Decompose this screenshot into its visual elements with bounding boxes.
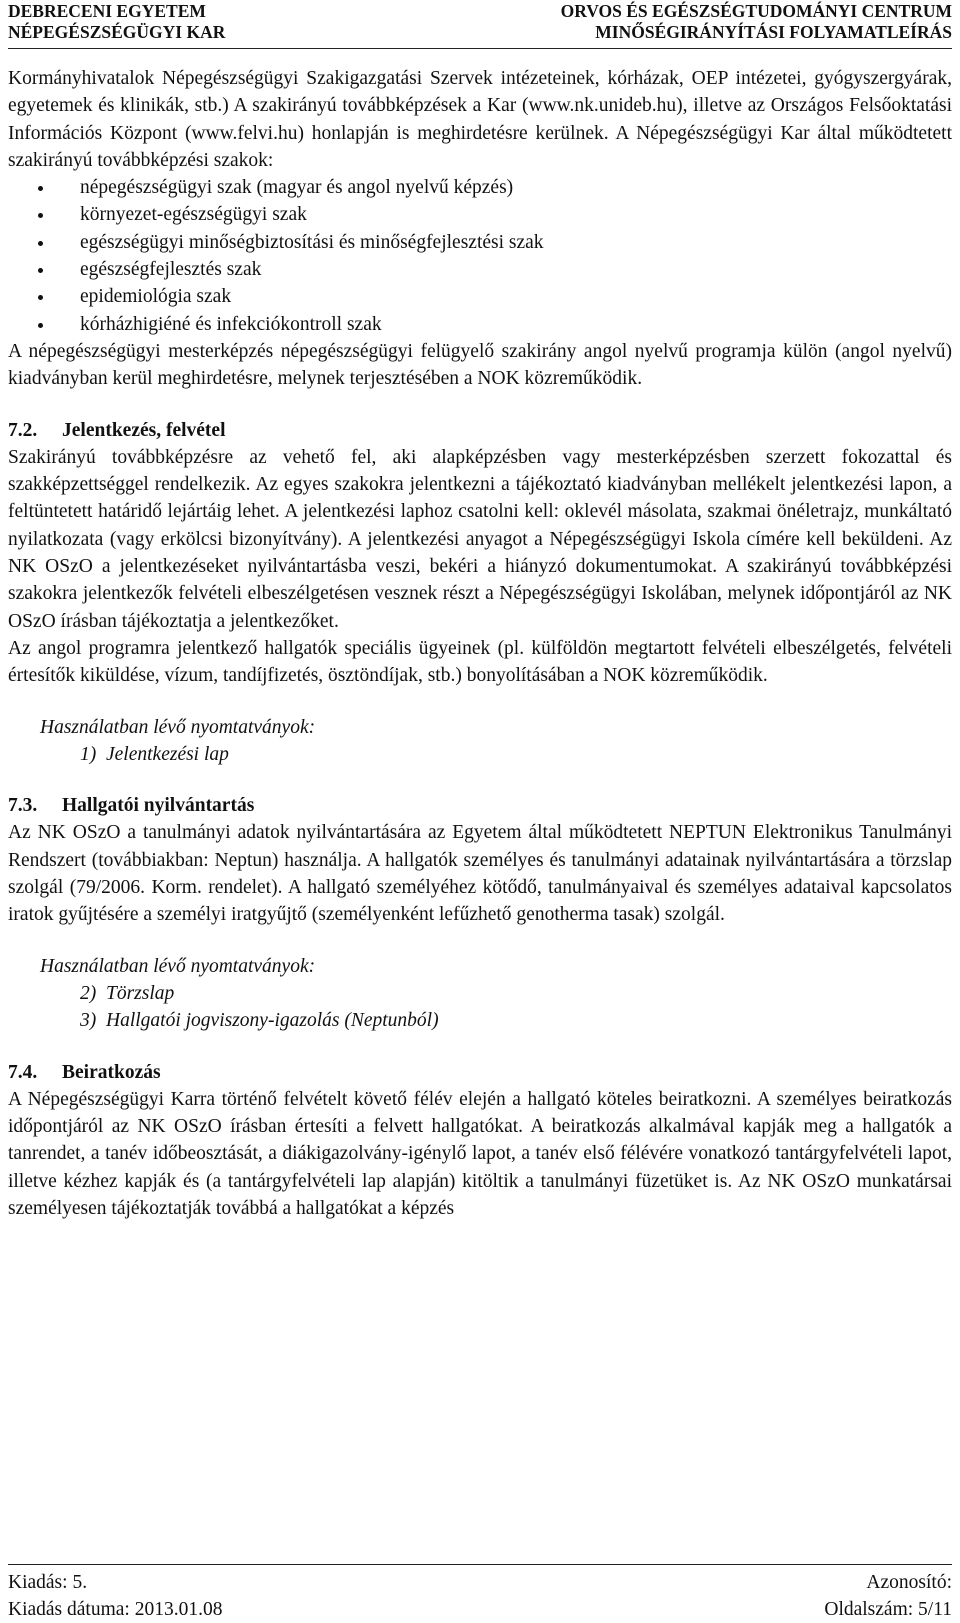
program-item: népegészségügyi szak (magyar és angol nyelvű képzés) bbox=[80, 174, 952, 201]
program-item: kórházhigiéné és infekciókontroll szak bbox=[80, 311, 952, 338]
section-heading-7-4 bbox=[8, 1059, 952, 1086]
section-number: 7.4. bbox=[8, 1061, 38, 1083]
program-list bbox=[8, 174, 952, 338]
header-left bbox=[8, 1, 225, 43]
records-paragraph: Az NK OSzO a tanulmányi adatok nyilvántartására az Egyetem által működtetett NEPTUN Elektronikus Tanulmányi Rendszert (továbbiakban: Neptun) használja. A hallgatók személyes és tanulmányi adatainak nyilvántartására a törzslap szolgál (79/2006. Korm. rendelet). A hallgató személyéhez kötődő, tanulmányaival és személyes adataival kapcsolatos iratok gyűjtésére a személyi iratgyűjtő (személyenként lefűzhető genotherma tasak) szolgál. bbox=[8, 822, 952, 926]
section-title: Hallgatói nyilvántartás bbox=[62, 795, 255, 817]
section-heading-7-2 bbox=[8, 417, 952, 444]
footer-left bbox=[8, 1569, 222, 1623]
section-number: 7.3. bbox=[8, 795, 38, 817]
section-title: Beiratkozás bbox=[62, 1061, 161, 1083]
program-item: egészségfejlesztés szak bbox=[80, 256, 952, 283]
header-right bbox=[561, 1, 952, 43]
document-body bbox=[8, 65, 952, 1222]
program-item: epidemiológia szak bbox=[80, 283, 952, 310]
section-heading-7-3 bbox=[8, 792, 952, 819]
form-item: 1) Jelentkezési lap bbox=[80, 743, 229, 765]
section-number: 7.2. bbox=[8, 419, 38, 441]
footer-edition-date: Kiadás dátuma: 2013.01.08 bbox=[8, 1599, 223, 1620]
footer-edition: Kiadás: 5. bbox=[8, 1572, 88, 1593]
admission-paragraph: Szakirányú továbbképzésre az vehető fel, aki alapképzésben vagy mesterképzésben szerzett fokozattal és szakképzettséggel rendelkezik. Az egyes szakokra jelentkezni a tájékoztató kiadványban mellékelt jelentkezési lapon, a feltüntetett határidő lejártáig lehet. A jelentkezési laphoz csatolni kell: oklevél másolata, szakmai önéletrajz, munkáltató nyilatkozata (vagy erkölcsi bizonyítvány). A jelentkezési anyagot a Népegészségügyi Iskola címére kell beküldeni. Az NK OSzO a jelentkezéseket nyilvántartásba veszi, bekéri a hiányzó dokumentumokat. A szakirányú továbbképzési szakokra jelentkezők felvételi elbeszélgetésen vesznek részt a Népegészségügyi Iskolában, melynek időpontjáról az NK OSzO írásban tájékoztatja a jelentkezőket. bbox=[8, 446, 952, 632]
footer-identifier: Azonosító: bbox=[866, 1572, 952, 1593]
forms-heading: Használatban lévő nyomtatványok: bbox=[40, 955, 316, 977]
footer-right bbox=[824, 1569, 952, 1623]
english-program-paragraph: A népegészségügyi mesterképzés népegészségügyi felügyelő szakirány angol nyelvű programja külön (angol nyelvű) kiadványban kerül meghirdetésre, melynek terjesztésében a NOK közreműködik. bbox=[8, 340, 952, 390]
english-admission-paragraph: Az angol programra jelentkező hallgatók speciális ügyeinek (pl. külföldön megtartott felvételi elbeszélgetés, felvételi értesítők kiküldése, vízum, tandíjfizetés, ösztöndíjak, stb.) bonyolításában a NOK közreműködik. bbox=[8, 637, 952, 687]
intro-paragraph: Kormányhivatalok Népegészségügyi Szakigazgatási Szervek intézeteinek, kórházak, OEP intézetei, gyógyszergyárak, egyetemek és klinikák, stb.) A szakirányú továbbképzések a Kar (www.nk.unideb.hu), illetve az Országos Felsőoktatási Információs Központ (www.felvi.hu) honlapján is meghirdetésre kerülnek. A Népegészségügyi Kar által működtetett szakirányú továbbképzési szakok: bbox=[8, 68, 952, 171]
page-footer bbox=[8, 1564, 952, 1623]
header-university: DEBRECENI EGYETEM bbox=[8, 1, 206, 21]
form-item: 3) Hallgatói jogviszony-igazolás (Neptunból) bbox=[80, 1010, 439, 1032]
footer-page-number: Oldalszám: 5/11 bbox=[824, 1599, 952, 1620]
header-centre: ORVOS ÉS EGÉSZSÉGTUDOMÁNYI CENTRUM bbox=[560, 1, 952, 21]
header-faculty: NÉPEGÉSZSÉGÜGYI KAR bbox=[8, 22, 226, 42]
program-item: egészségügyi minőségbiztosítási és minőségfejlesztési szak bbox=[80, 229, 952, 256]
program-item: környezet-egészségügyi szak bbox=[80, 201, 952, 228]
forms-heading: Használatban lévő nyomtatványok: bbox=[40, 716, 316, 738]
forms-block-7-2 bbox=[8, 714, 952, 769]
section-title: Jelentkezés, felvétel bbox=[62, 419, 226, 441]
page-header bbox=[8, 0, 952, 49]
forms-block-7-3 bbox=[8, 953, 952, 1035]
form-item: 2) Törzslap bbox=[80, 982, 175, 1004]
enrollment-paragraph: A Népegészségügyi Karra történő felvételt követő félév elején a hallgató köteles beiratkozni. A személyes beiratkozás időpontjáról az NK OSzO írásban értesíti a felvett hallgatókat. A beiratkozás alkalmával kapják meg a hallgatók a tanrendet, a tanév időbeosztását, a diákigazolvány-igénylő lapot, a tanév első félévére vonatkozó tantárgyfelvételi lapot, illetve kézhez kapják és (a tantárgyfelvételi lap alapján) kitöltik a tanulmányi füzetüket is. Az NK OSzO munkatársai személyesen tájékoztatják továbbá a hallgatókat a képzés bbox=[8, 1088, 952, 1219]
header-doc-type: MINŐSÉGIRÁNYÍTÁSI FOLYAMATLEÍRÁS bbox=[595, 22, 952, 42]
